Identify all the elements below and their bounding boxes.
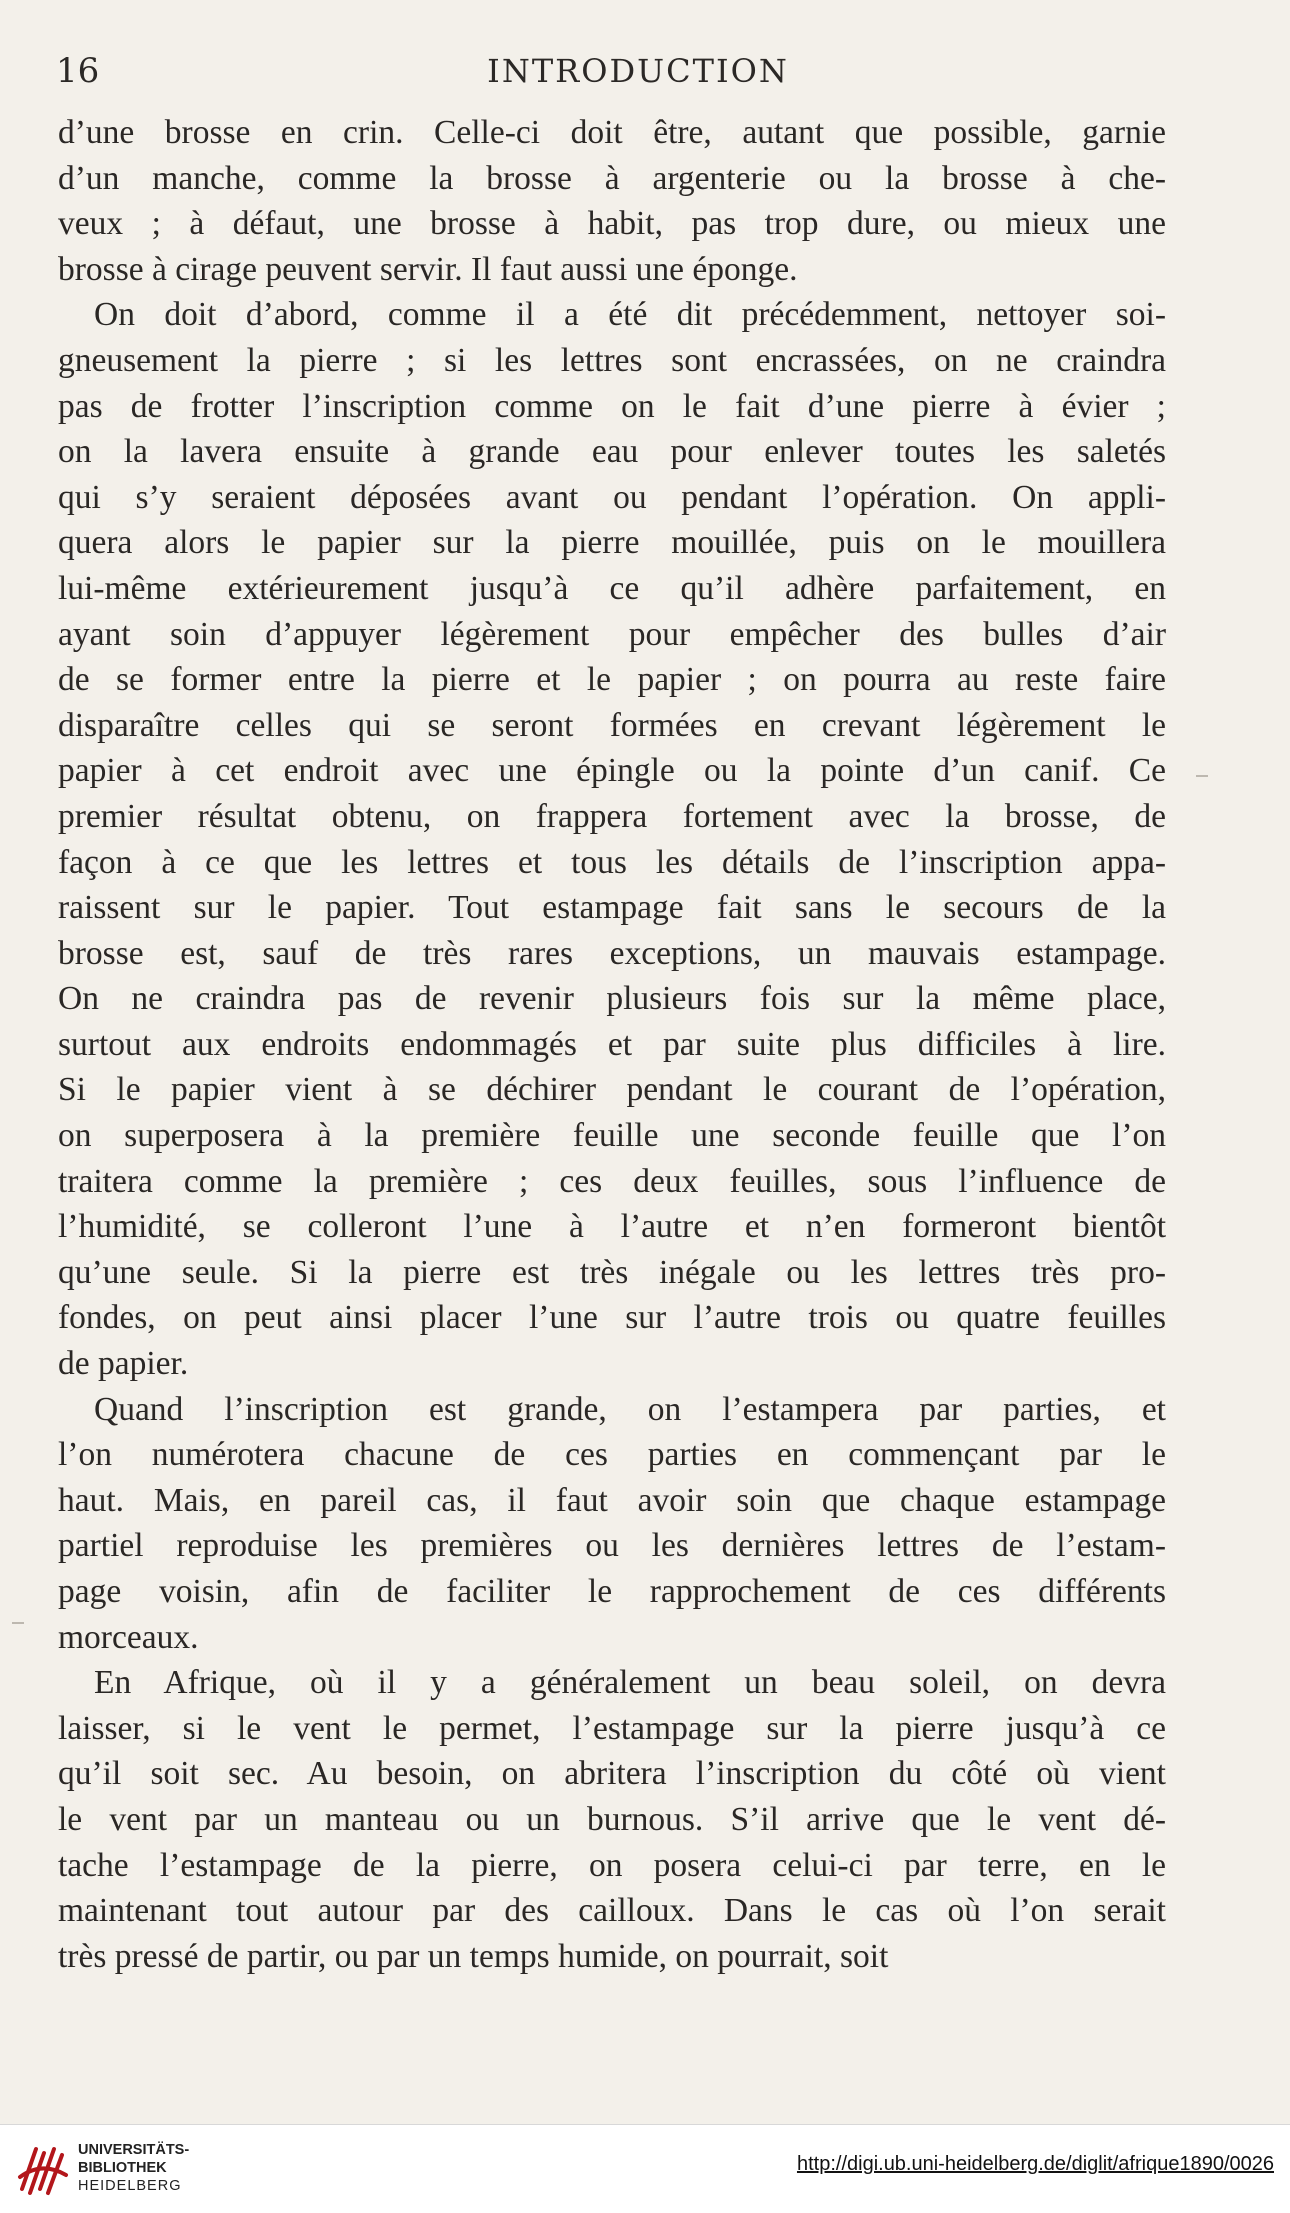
library-name-line-1: UNIVERSITÄTS- [78,2142,190,2158]
text-line: d’une brosse en crin. Celle-ci doit être, autant que possible, garnie [58,114,1166,151]
paragraph [58,110,1166,292]
paragraph [58,292,1166,1386]
text-line: façon à ce que les lettres et tous les détails de l’inscription appa- [58,843,1166,881]
text-line: quera alors le papier sur la pierre mouillée, puis on le mouillera [58,524,1166,562]
text-line: pas de frotter l’inscription comme on le fait d’une pierre à évier ; [58,387,1166,425]
text-line: haut. Mais, en pareil cas, il faut avoir soin que chaque estampage [58,1481,1166,1519]
text-line: tache l’estampage de la pierre, on posera celui-ci par terre, en le [58,1846,1166,1884]
text-line: le vent par un manteau ou un burnous. S’il arrive que le vent dé- [58,1800,1166,1838]
text-line: qu’une seule. Si la pierre est très inégale ou les lettres très pro- [58,1253,1166,1291]
text-line: On doit d’abord, comme il a été dit précédemment, nettoyer soi- [94,296,1166,334]
running-title: INTRODUCTION [487,52,789,90]
library-name [78,2141,189,2195]
text-line: Quand l’inscription est grande, on l’estampera par parties, et [94,1390,1166,1428]
text-line: on superposera à la première feuille une seconde feuille que l’on [58,1117,1166,1155]
paragraph [58,1660,1166,1979]
text-line: qui s’y seraient déposées avant ou pendant l’opération. On appli- [58,478,1166,516]
text-line: raissent sur le papier. Tout estampage fait sans le secours de la [58,889,1166,927]
text-line: on la lavera ensuite à grande eau pour enlever toutes les saletés [58,433,1166,471]
text-line: disparaître celles qui se seront formées en crevant légèrement le [58,706,1166,744]
text-line: brosse est, sauf de très rares exceptions, un mauvais estampage. [58,934,1166,972]
text-line: En Afrique, où il y a généralement un beau soleil, on devra [94,1664,1166,1702]
text-line: traitera comme la première ; ces deux feuilles, sous l’influence de [58,1162,1166,1200]
text-line: fondes, on peut ainsi placer l’une sur l’autre trois ou quatre feuilles [58,1299,1166,1337]
body-text [58,110,1166,1979]
text-line: partiel reproduise les premières ou les dernières lettres de l’estam- [58,1527,1166,1565]
text-line: très pressé de partir, ou par un temps humide, on pourrait, soit [58,1937,889,1975]
text-line: lui-même extérieurement jusqu’à ce qu’il adhère parfaitement, en [58,569,1166,607]
text-line: morceaux. [58,1618,199,1656]
text-line: qu’il soit sec. Au besoin, on abritera l’inscription du côté où vient [58,1755,1166,1793]
text-line: d’un manche, comme la brosse à argenterie ou la brosse à che- [58,159,1166,197]
paragraph [58,1387,1166,1661]
margin-mark [1196,775,1208,777]
text-line: l’humidité, se colleront l’une à l’autre et n’en formeront bientôt [58,1208,1166,1246]
text-line: de papier. [58,1345,189,1383]
text-line: veux ; à défaut, une brosse à habit, pas trop dure, ou mieux une [58,205,1166,243]
footer-bar [0,2124,1290,2213]
text-line: papier à cet endroit avec une épingle ou la pointe d’un canif. Ce [58,752,1166,790]
text-line: gneusement la pierre ; si les lettres sont encrassées, on ne craindra [58,341,1166,379]
text-line: page voisin, afin de faciliter le rapprochement de ces différents [58,1573,1166,1610]
running-head [56,48,1220,94]
text-line: premier résultat obtenu, on frappera fortement avec la brosse, de [58,797,1166,835]
text-line: brosse à cirage peuvent servir. Il faut aussi une éponge. [58,250,798,288]
text-line: laisser, si le vent le permet, l’estampage sur la pierre jusqu’à ce [58,1709,1166,1747]
text-line: On ne craindra pas de revenir plusieurs fois sur la même place, [58,980,1166,1018]
text-line: Si le papier vient à se déchirer pendant le courant de l’opération, [58,1071,1166,1109]
library-name-line-3: HEIDELBERG [78,2178,182,2194]
permalink-url[interactable]: http://digi.ub.uni-heidelberg.de/diglit/afrique1890/0026 [796,2153,1274,2175]
text-line: ayant soin d’appuyer légèrement pour empêcher des bulles d’air [58,615,1166,653]
page-number: 16 [56,51,100,91]
text-line: l’on numérotera chacune de ces parties en commençant par le [58,1436,1166,1474]
margin-mark [12,1622,24,1624]
text-line: de se former entre la pierre et le papier ; on pourra au reste faire [58,661,1166,699]
text-line: maintenant tout autour par des cailloux. Dans le cas où l’on serait [58,1892,1166,1930]
university-seal-icon [12,2139,72,2199]
library-name-line-2: BIBLIOTHEK [78,2160,167,2176]
text-line: surtout aux endroits endommagés et par suite plus difficiles à lire. [58,1025,1166,1063]
